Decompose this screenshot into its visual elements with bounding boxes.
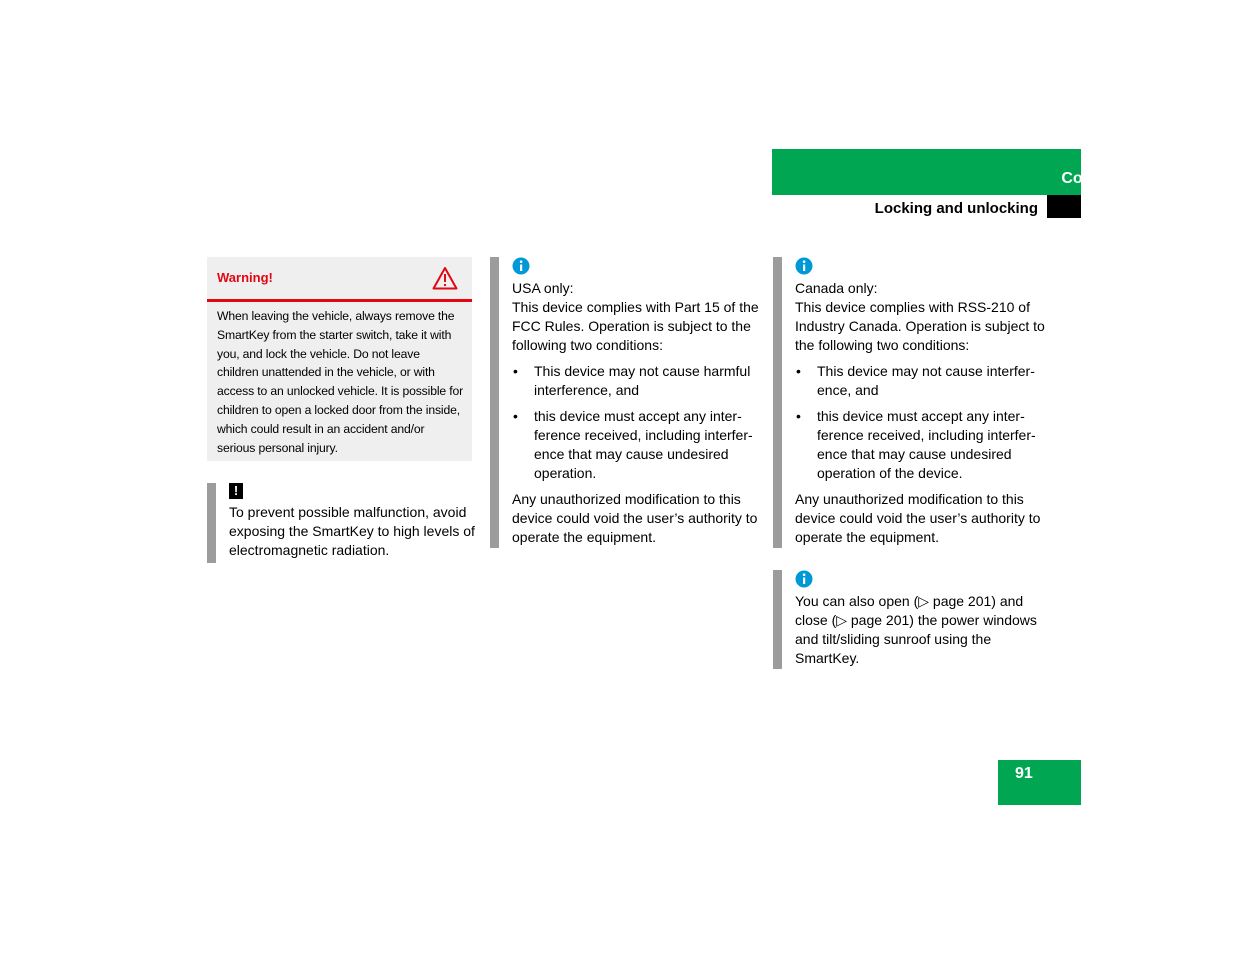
usa-heading: USA only: bbox=[512, 280, 574, 296]
header-black-tab bbox=[1047, 195, 1081, 218]
usa-info-block bbox=[490, 257, 765, 548]
canada-intro: This device complies with RSS-210 of Industry Canada. Operation is subject to the following two conditions: bbox=[795, 299, 1045, 353]
exclamation-icon: ! bbox=[229, 483, 243, 499]
subsection-title: Locking and unlocking bbox=[874, 200, 1038, 217]
warning-title: Warning! bbox=[217, 270, 273, 285]
warning-header bbox=[207, 257, 472, 302]
list-item: • this device must accept any inter-ference received, including interfer-ence that may cause undesired operation of the device. bbox=[795, 407, 1048, 483]
canada-conditions-list bbox=[795, 362, 1048, 483]
list-item: • this device must accept any inter-ference received, including interfer-ence that may cause undesired operation. bbox=[512, 407, 765, 483]
list-item: • This device may not cause harmful interference, and bbox=[512, 362, 765, 400]
note-text: To prevent possible malfunction, avoid exposing the SmartKey to high levels of electromagnetic radiation. bbox=[229, 504, 475, 558]
list-item: • This device may not cause interfer-ence, and bbox=[795, 362, 1048, 400]
warning-text: When leaving the vehicle, always remove the SmartKey from the starter switch, take it with you, and lock the vehicle. Do not leave children unattended in the vehicle, or with access to an unlocked vehicle. It is possible for children to open a locked door from the inside, which could result in an accident and/or serious personal injury. bbox=[217, 309, 464, 455]
canada-closing: Any unauthorized modification to this device could void the user’s authority to operate the equipment. bbox=[795, 491, 1041, 545]
info-icon bbox=[795, 570, 813, 588]
usa-intro: This device complies with Part 15 of the FCC Rules. Operation is subject to the following two conditions: bbox=[512, 299, 759, 353]
info-icon bbox=[795, 257, 813, 275]
windows-text: You can also open (▷ page 201) and close (▷ page 201) the power windows and tilt/sliding sunroof using the SmartKey. bbox=[795, 593, 1037, 666]
usa-conditions-list bbox=[512, 362, 765, 483]
header-green-bar bbox=[772, 149, 1081, 195]
info-icon bbox=[512, 257, 530, 275]
canada-info-block bbox=[773, 257, 1048, 548]
page-number-tab bbox=[998, 760, 1081, 805]
section-title: Controls in detail bbox=[1061, 170, 1192, 187]
note-block bbox=[207, 483, 477, 563]
warning-box bbox=[207, 257, 472, 461]
page-number: 91 bbox=[1015, 765, 1033, 782]
windows-info-block bbox=[773, 570, 1048, 669]
warning-triangle-icon bbox=[432, 266, 458, 290]
usa-closing: Any unauthorized modification to this device could void the user’s authority to operate the equipment. bbox=[512, 491, 758, 545]
canada-heading: Canada only: bbox=[795, 280, 878, 296]
